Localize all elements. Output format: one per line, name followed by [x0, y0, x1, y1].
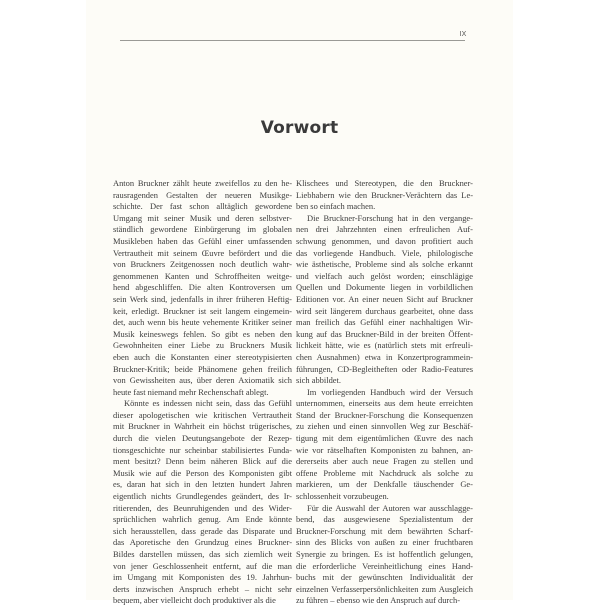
text-line: sich abbildet. — [296, 375, 341, 386]
paragraph — [113, 178, 292, 398]
text-line: Musik keineswegs fehlen. So gibt es neben den — [113, 328, 292, 339]
text-line: Die Bruckner-Forschung hat in den vergange- — [307, 212, 473, 223]
left-column — [113, 178, 292, 607]
header-rule — [120, 40, 465, 41]
paragraph — [296, 387, 473, 503]
text-line: lichkeit hätte, wie es (natürlich stets mit erfreuli- — [296, 340, 473, 351]
text-line: buchs mit der gewünschten Individualität der — [296, 572, 473, 583]
text-line: im Umgang mit Komponisten des 19. Jahrhun- — [113, 572, 292, 583]
text-line: heute fast niemand mehr Rechenschaft ablegt. — [113, 386, 269, 397]
text-line: schwung genommen, und davon profitiert auch — [296, 235, 473, 246]
text-line: chen Ausnahmen) etwa in Konzertprogrammein- — [296, 351, 473, 362]
text-line: tigung mit dem eigentümlichen Œuvre des nach — [296, 433, 473, 444]
text-line: mit Bruckner in Wahrheit ein höchst trügerisches, — [113, 421, 292, 432]
text-line: Synergie zu bringen. Es ist hoffentlich gelungen, — [296, 549, 473, 559]
text-line: sein Werk sind, jedenfalls in ihrer früheren Heftig- — [113, 293, 292, 304]
text-line: ment besitzt? Denn beim näheren Blick auf die — [113, 456, 292, 467]
paragraph — [296, 213, 473, 387]
text-line: hend abgeschliffen. Die alten Kontroversen um — [113, 282, 292, 293]
page-number: IX — [459, 31, 467, 38]
text-line: wie ästhetische, Probleme sind als solche erkannt — [296, 259, 473, 270]
text-line: Umgang mit seiner Musik und deren selbstver- — [113, 212, 292, 223]
text-line: einzelnen Verfasserpersönlichkeiten zum Ausgleich — [296, 583, 473, 594]
text-line: von Bruckners Zeitgenossen noch deutlich wahr- — [113, 259, 292, 270]
text-line: wird seit längerem durchaus gearbeitet, ohne dass — [296, 305, 473, 316]
text-line: bend, das ausgewiesene Spezialistentum der — [296, 514, 473, 525]
text-line: ständlich gewordene Einbürgerung im globalen — [113, 224, 292, 235]
text-line: man freilich das Gefühl einer nachhaltigen Wir- — [296, 317, 473, 328]
text-line: Klischees und Stereotypen, die den Bruckner- — [296, 178, 473, 188]
text-line: Bildes darstellen müssen, das sich ziemlich weit — [113, 549, 292, 559]
paragraph — [296, 178, 473, 213]
text-line: zu führen – ebenso wie den Anspruch auf durch- — [296, 595, 461, 606]
text-line: wie vor rätselhaften Komponisten zu bahnen, an- — [296, 444, 473, 455]
text-line: sprüchlichen wahrlich genug. Am Ende könnte — [113, 514, 292, 525]
text-line: offene Probleme mit Nachdruck als solche zu — [296, 467, 473, 478]
text-line: Liebhabern wie den Bruckner-Verächtern das Le- — [296, 189, 473, 200]
text-line: führungen, CD-Begleitheften oder Radio-Features — [296, 363, 473, 374]
text-line: kung auf das Bruckner-Bild in der breiten Öffent- — [296, 328, 473, 339]
text-line: Für die Auswahl der Autoren war ausschlagge- — [307, 502, 473, 513]
text-line: genommenen Kanten und Schroffheiten weitge- — [113, 270, 292, 281]
right-column — [296, 178, 473, 607]
text-line: sinn des Blicks von außen zu einer fruchtbaren — [296, 537, 473, 548]
text-line: Anton Bruckner zählt heute zweifellos zu den he- — [113, 178, 292, 188]
text-line: nen drei Jahrzehnten einen erfreulichen Auf- — [296, 224, 473, 235]
text-line: Bruckner-Kritik; beide Phänomene gehen freilich — [113, 363, 292, 374]
text-line: durch die vielen Deutungsangebote der Rezep- — [113, 433, 292, 444]
text-line: das Aporetische den Grundzug eines Bruckner- — [113, 537, 292, 548]
text-line: eben auch die Konstanten einer stereotypisierten — [113, 351, 292, 362]
text-line: und vielfach auch gelöst worden; einschlägige — [296, 270, 473, 281]
text-line: Editionen vor. An einer neuen Sicht auf Bruckner — [296, 293, 473, 304]
text-line: dieser apologetischen wie kritischen Vertrautheit — [113, 409, 292, 420]
text-line: tionsgeschichte nur scheinbar stabilisiertes Funda- — [113, 444, 292, 455]
text-line: eigentlich nichts Grundlegendes geändert, des Ir- — [113, 491, 292, 502]
text-line: Bruckner-Forschung mit dem bewährten Scharf- — [296, 525, 473, 536]
text-line: Quellen und Dokumente liegen in vorbildlichen — [296, 282, 473, 293]
paragraph — [296, 503, 473, 607]
text-line: bequem, aber vielleicht doch produktiver als die — [113, 595, 276, 606]
text-line: von jener Geschlossenheit entfernt, auf die man — [113, 560, 292, 571]
text-line: det, auch wenn bis heute vehemente Kritiker seiner — [113, 317, 292, 328]
paragraph — [113, 398, 292, 607]
text-line: von Gewissheiten aus, über deren Axiomatik sich — [113, 375, 292, 386]
text-line: schichte. Der fast schon alltäglich gewordene — [113, 201, 292, 212]
text-line: Vertrautheit mit seinem Œuvre befördert und die — [113, 247, 292, 258]
text-line: dererseits aber auch neue Fragen zu stellen und — [296, 456, 473, 467]
text-line: unternommen, einerseits aus dem heute erreichten — [296, 398, 473, 409]
text-line: Gewohnheiten einer Liebe zu Bruckners Musik — [113, 340, 292, 351]
text-line: es, daran hat sich in den letzten hundert Jahren — [113, 479, 292, 490]
text-line: markieren, um der Denkfalle täuschender Ge- — [296, 479, 473, 490]
text-line: zu ziehen und einen sinnvollen Weg zur Beschäf- — [296, 421, 473, 432]
text-line: derts inzwischen Anspruch erhebt – nicht sehr — [113, 583, 292, 594]
text-line: keit, erledigt. Bruckner ist seit langem eingemein- — [113, 305, 292, 316]
text-line: Im vorliegenden Handbuch wird der Versuch — [307, 386, 473, 397]
text-line: Stand der Bruckner-Forschung die Konsequenzen — [296, 409, 473, 420]
text-line: ben so einfach machen. — [296, 201, 376, 212]
text-line: das vorliegende Handbuch. Viele, philologische — [296, 247, 473, 258]
text-line: sich herausstellen, dass gerade das Disparate und — [113, 525, 292, 536]
text-line: die erforderliche Vereinheitlichung eines Hand- — [296, 560, 473, 571]
text-line: Musik wie auf die Person des Komponisten gibt — [113, 467, 292, 478]
text-line: Musikleben haben das Gefühl einer umfassenden — [113, 235, 292, 246]
text-line: Könnte es indessen nicht sein, dass das Gefühl — [124, 398, 292, 409]
text-line: rausragenden Gestalten der neueren Musikge- — [113, 189, 292, 200]
text-line: schlossenheit vorzubeugen. — [296, 491, 389, 502]
text-line: ritierenden, des Beunruhigenden und des Wider- — [113, 502, 292, 513]
chapter-title: Vorwort — [260, 118, 339, 138]
